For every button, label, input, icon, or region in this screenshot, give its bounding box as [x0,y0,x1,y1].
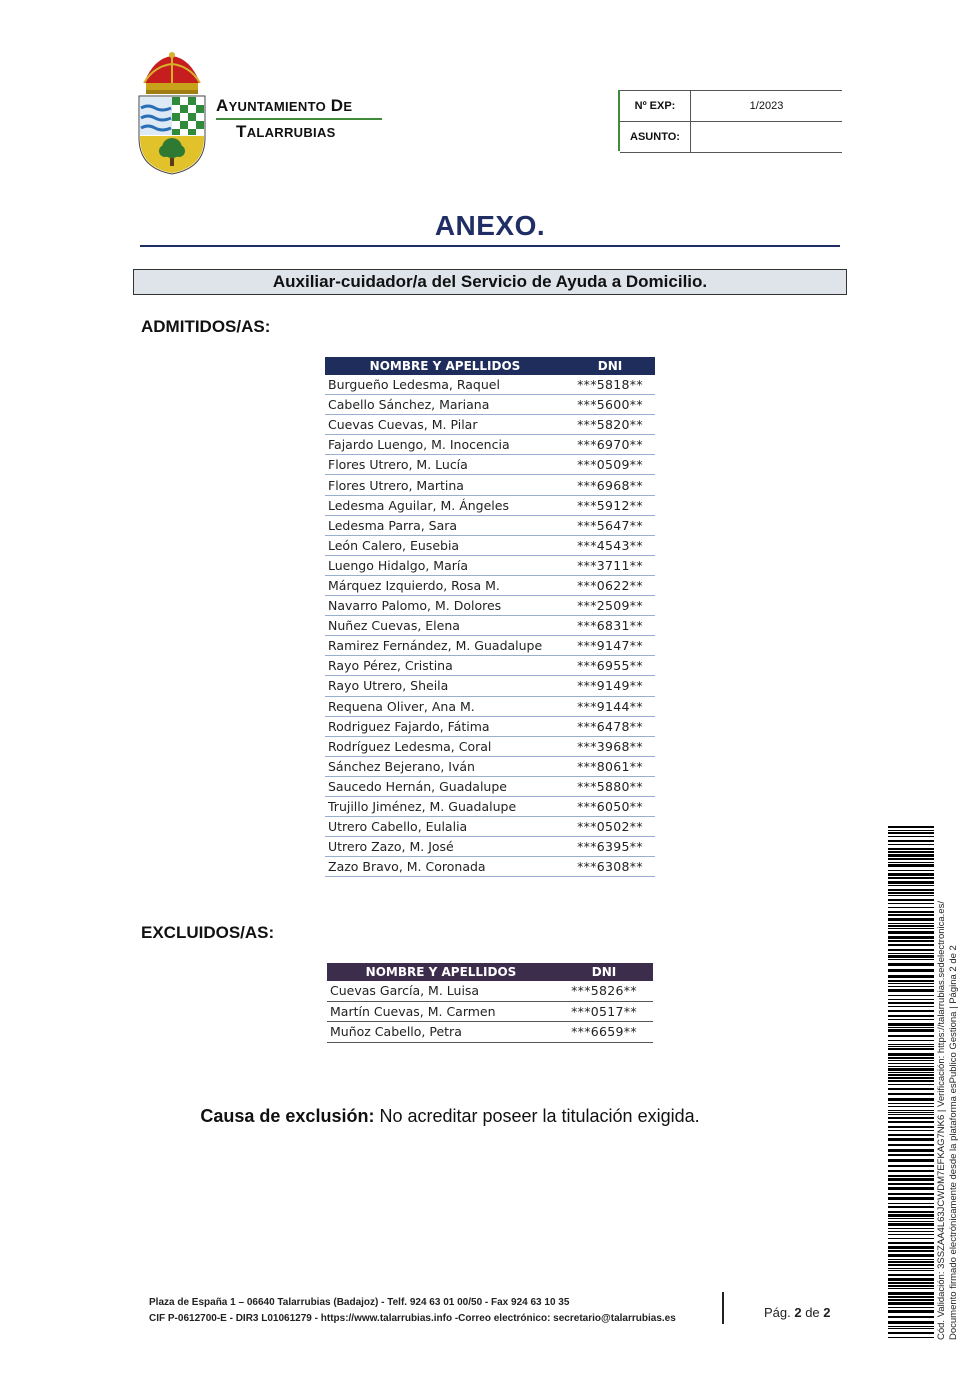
admitidos-name-cell: Zazo Bravo, M. Coronada [325,857,565,877]
admitidos-name-cell: Navarro Palomo, M. Dolores [325,596,565,616]
admitidos-name-cell: Luengo Hidalgo, María [325,555,565,575]
admitidos-row [325,817,655,837]
admitidos-dni-cell: ***9144** [565,696,655,716]
admitidos-name-cell: Flores Utrero, Martina [325,475,565,495]
municipal-crest-logo [134,52,210,176]
page-current: 2 [794,1305,802,1320]
admitidos-dni-cell: ***6395** [565,837,655,857]
admitidos-dni-cell: ***4543** [565,535,655,555]
admitidos-row [325,535,655,555]
admitidos-name-cell: Utrero Cabello, Eulalia [325,817,565,837]
admitidos-row [325,555,655,575]
admitidos-col-name: NOMBRE Y APELLIDOS [325,357,565,375]
excluidos-name-cell: Martín Cuevas, M. Carmen [327,1001,555,1022]
admitidos-row [325,415,655,435]
admitidos-heading: ADMITIDOS/AS: [141,317,271,336]
organization-name [216,96,382,143]
admitidos-row [325,395,655,415]
admitidos-dni-cell: ***3711** [565,555,655,575]
admitidos-dni-cell: ***5820** [565,415,655,435]
admitidos-dni-cell: ***9147** [565,636,655,656]
admitidos-row [325,656,655,676]
admitidos-name-cell: León Calero, Eusebia [325,535,565,555]
admitidos-dni-cell: ***5880** [565,776,655,796]
excluidos-row [327,981,653,1001]
expediente-box [618,90,842,151]
admitidos-col-dni: DNI [565,357,655,375]
exp-label: Nº EXP: [620,91,691,122]
admitidos-name-cell: Saucedo Hernán, Guadalupe [325,776,565,796]
admitidos-name-cell: Ledesma Parra, Sara [325,515,565,535]
admitidos-body [325,375,655,877]
admitidos-row [325,736,655,756]
excluidos-col-name: NOMBRE Y APELLIDOS [327,963,555,981]
organization-line-2: TALARRUBIAS [236,122,336,141]
admitidos-name-cell: Rodríguez Ledesma, Coral [325,736,565,756]
verification-line-1: Cód. Validación: 3SSZAA4L63JCWDM7EFKAG7NK6 | Verificación: https://talarrubias.sedelectronica.es/ [936,901,947,1340]
excluidos-name-cell: Muñoz Cabello, Petra [327,1022,555,1043]
excluidos-table [327,963,653,1043]
page-prefix: Pág. [764,1305,795,1320]
excluidos-body [327,981,653,1042]
admitidos-row [325,596,655,616]
admitidos-name-cell: Flores Utrero, M. Lucía [325,455,565,475]
admitidos-row [325,616,655,636]
page-total: 2 [823,1305,831,1320]
admitidos-row [325,776,655,796]
admitidos-dni-cell: ***6955** [565,656,655,676]
admitidos-name-cell: Cabello Sánchez, Mariana [325,395,565,415]
admitidos-row [325,676,655,696]
admitidos-row [325,796,655,816]
organization-line-1: AYUNTAMIENTO DE [216,96,353,115]
admitidos-dni-cell: ***2509** [565,596,655,616]
admitidos-name-cell: Cuevas Cuevas, M. Pilar [325,415,565,435]
admitidos-table [325,357,655,877]
verification-line-2: Documento firmado electrónicamente desde la plataforma esPublico Gestiona | Página 2 de 2 [947,945,959,1340]
admitidos-name-cell: Rayo Pérez, Cristina [325,656,565,676]
admitidos-dni-cell: ***6968** [565,475,655,495]
organization-rule [216,118,382,120]
admitidos-row [325,455,655,475]
admitidos-name-cell: Requena Oliver, Ana M. [325,696,565,716]
admitidos-dni-cell: ***6831** [565,616,655,636]
exclusion-cause [140,1106,760,1127]
admitidos-name-cell: Nuñez Cuevas, Elena [325,616,565,636]
admitidos-row [325,837,655,857]
admitidos-dni-cell: ***5912** [565,495,655,515]
barcode-icon [888,826,934,1338]
exp-value: 1/2023 [691,91,843,122]
admitidos-name-cell: Rayo Utrero, Sheila [325,676,565,696]
excluidos-row [327,1001,653,1022]
asunto-label: ASUNTO: [620,122,691,153]
admitidos-row [325,515,655,535]
admitidos-row [325,696,655,716]
admitidos-row [325,857,655,877]
footer-line-1: Plaza de España 1 – 06640 Talarrubias (Badajoz) - Telf. 924 63 01 00/50 - Fax 924 63 10 35 [149,1297,570,1308]
admitidos-row [325,495,655,515]
admitidos-dni-cell: ***9149** [565,676,655,696]
footer-separator [722,1292,724,1324]
excluidos-name-cell: Cuevas García, M. Luisa [327,981,555,1001]
excluidos-heading: EXCLUIDOS/AS: [141,923,275,942]
page-title: ANEXO. [434,210,546,241]
excluidos-col-dni: DNI [555,963,653,981]
verification-text [936,820,959,1340]
excluidos-dni-cell: ***5826** [555,981,653,1001]
admitidos-dni-cell: ***6308** [565,857,655,877]
admitidos-dni-cell: ***8061** [565,756,655,776]
admitidos-dni-cell: ***6970** [565,435,655,455]
admitidos-dni-cell: ***5600** [565,395,655,415]
admitidos-dni-cell: ***0502** [565,817,655,837]
admitidos-name-cell: Fajardo Luengo, M. Inocencia [325,435,565,455]
exclusion-cause-label: Causa de exclusión: [200,1106,375,1126]
admitidos-name-cell: Ledesma Aguilar, M. Ángeles [325,495,565,515]
admitidos-name-cell: Ramirez Fernández, M. Guadalupe [325,636,565,656]
admitidos-row [325,375,655,395]
admitidos-row [325,575,655,595]
page-mid: de [801,1305,824,1320]
admitidos-row [325,435,655,455]
admitidos-dni-cell: ***0509** [565,455,655,475]
admitidos-dni-cell: ***0622** [565,575,655,595]
footer-line-2: CIF P-0612700-E - DIR3 L01061279 - https://www.talarrubias.info -Correo electrónico: secretario@talarrubias.es [149,1313,676,1324]
admitidos-row [325,716,655,736]
service-title-box: Auxiliar-cuidador/a del Servicio de Ayuda a Domicilio. [133,269,847,295]
admitidos-name-cell: Trujillo Jiménez, M. Guadalupe [325,796,565,816]
admitidos-name-cell: Burgueño Ledesma, Raquel [325,375,565,395]
footer-address [149,1295,676,1327]
title-underline [140,245,840,247]
admitidos-row [325,756,655,776]
admitidos-name-cell: Utrero Zazo, M. José [325,837,565,857]
admitidos-name-cell: Sánchez Bejerano, Iván [325,756,565,776]
admitidos-dni-cell: ***6478** [565,716,655,736]
excluidos-dni-cell: ***0517** [555,1001,653,1022]
excluidos-row [327,1022,653,1043]
admitidos-name-cell: Rodriguez Fajardo, Fátima [325,716,565,736]
admitidos-dni-cell: ***3968** [565,736,655,756]
page-number [764,1305,831,1320]
admitidos-name-cell: Márquez Izquierdo, Rosa M. [325,575,565,595]
admitidos-dni-cell: ***5647** [565,515,655,535]
admitidos-dni-cell: ***5818** [565,375,655,395]
admitidos-row [325,636,655,656]
admitidos-dni-cell: ***6050** [565,796,655,816]
exclusion-cause-text: No acreditar poseer la titulación exigida. [374,1106,700,1126]
excluidos-dni-cell: ***6659** [555,1022,653,1043]
asunto-value [691,122,843,153]
admitidos-row [325,475,655,495]
